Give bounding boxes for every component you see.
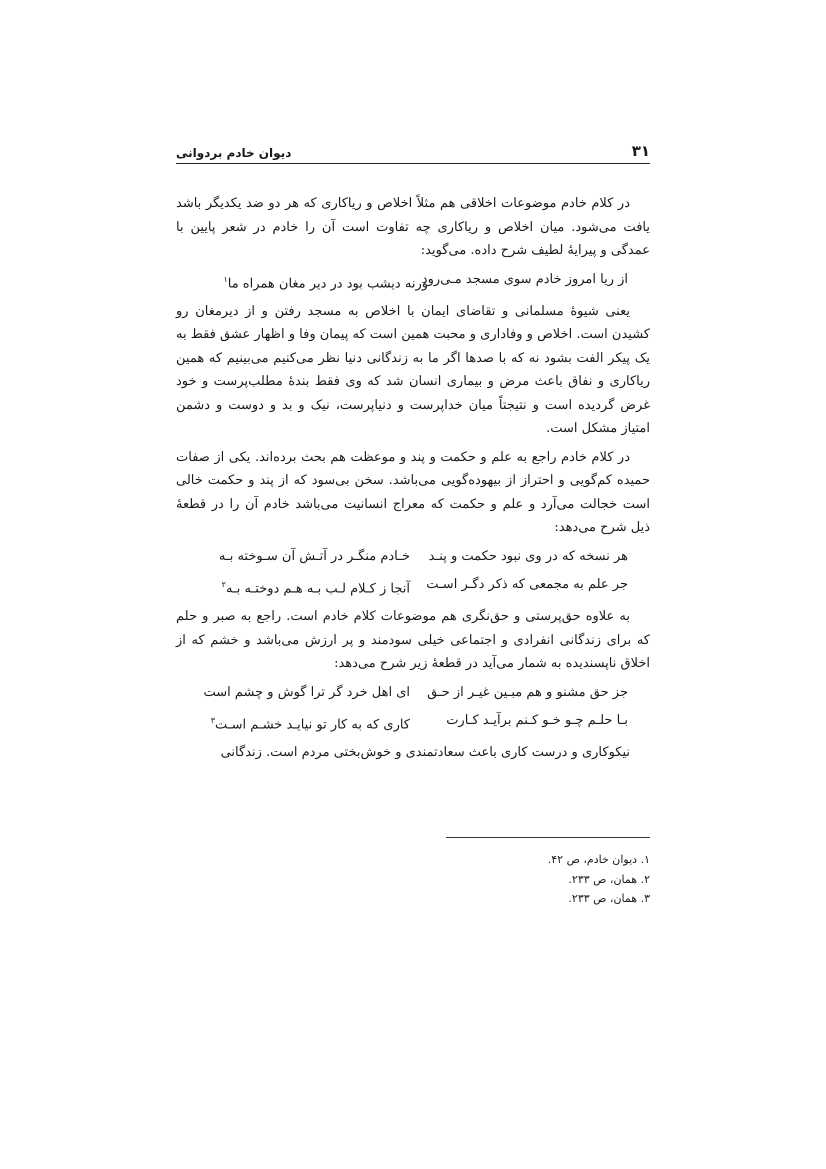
page-number: ۳۱ xyxy=(631,142,650,160)
verse-1-hemistich-a: از ریا امروز خادم سوی مسجد مـی‌رود xyxy=(421,271,628,287)
verse-2 xyxy=(176,545,650,569)
footnote-2: ۲. همان، ص ۲۳۳. xyxy=(568,872,650,886)
verse-5-hemistich-a: بـا حلـم چـو خـو کـنم برآیـد کـارت xyxy=(446,712,628,728)
verse-2-hemistich-a: هر نسخه که در وی نبود حکمت و پنـد xyxy=(428,548,628,564)
verse-3 xyxy=(176,573,650,601)
paragraph-2: یعنی شیوهٔ مسلمانی و تقاضای ایمان با اخلاص به مسجد رفتن و از دیرمغان رو کشیدن است. اخلاص و وفاداری و محبت همین است که پیمان وفا و اظهار عشق فقط به یک پیکر الفت بشود نه که با صدها اگر ما به زندگانی دنیا نظر می‌کنیم می‌بینیم که همین ریاکاری و نفاق باعث مرض و بیماری انسان شد که وی فقط بندهٔ مطلب‌پرست و خود غرض گردیده است و نتیجتاً میان خداپرست و دنیاپرست، نیک و بد و دوست و دشمن امتیاز مشکل است. xyxy=(176,303,650,437)
running-title: دیوان خادم بردوانی xyxy=(176,146,292,160)
verse-3-hemistich-b xyxy=(222,573,410,601)
verse-4 xyxy=(176,681,650,705)
footnote-ref-3[interactable]: ۳ xyxy=(210,715,216,725)
paragraph-5: نیکوکاری و درست کاری باعث سعادتمندی و خوش‌بختی مردم است. زندگانی xyxy=(220,744,630,760)
footnote-ref-1[interactable]: ۱ xyxy=(223,274,228,284)
paragraph-3: در کلام خادم راجع به علم و حکمت و پند و موعظت هم بحث برده‌اند. یکی از صفات حمیده کم‌گویی و احتراز از بیهوده‌گویی می‌باشد. سخن بی‌سود که از پند و حکمت خالی است خجالت می‌آرد و علم و حکمت که معراج انسانیت می‌باشد خادم آن را در قطعهٔ ذیل شرح می‌دهد: xyxy=(176,449,650,536)
footnote-divider xyxy=(446,837,650,838)
verse-1-hemistich-b-text: ورنه دیشب بود در دیر مغان همراه ما xyxy=(227,275,428,291)
verse-2-hemistich-b: خـادم منگـر در آتـش آن سـوخته بـه xyxy=(218,548,410,564)
running-header xyxy=(176,140,650,164)
verse-5-hemistich-b-text: کاری که به کار تو نیایـد خشـم اسـت xyxy=(215,716,410,732)
verse-1-hemistich-b xyxy=(223,268,428,296)
verse-4-hemistich-b: ای اهل خرد گر ترا گوش و چشم است xyxy=(203,684,410,700)
footnote-1: ۱. دیوان خادم، ص ۴۲. xyxy=(547,853,650,866)
verse-4-hemistich-a: جز حق مشنو و هم مبـین غیـر از حـق xyxy=(427,684,628,700)
footnote-3: ۳. همان، ص ۲۳۳. xyxy=(568,892,650,905)
verse-1 xyxy=(176,268,650,296)
paragraph-4: به علاوه حق‌پرستی و حق‌نگری هم موضوعات کلام خادم است. راجع به صبر و حلم که برای زندگانی انفرادی و اجتماعی خیلی سودمند و پر ارزش می‌باشد و خشم که از اخلاق ناپسندیده به شمار می‌آید در قطعهٔ زیر شرح می‌دهد: xyxy=(176,609,650,672)
verse-3-hemistich-a: جر علم به مجمعی که ذکر دگـر اسـت xyxy=(426,576,628,592)
book-page xyxy=(176,140,650,769)
verse-5 xyxy=(176,709,650,737)
footnote-ref-2[interactable]: ۲ xyxy=(221,579,226,589)
footnotes xyxy=(548,850,650,909)
paragraph-1: در کلام خادم موضوعات اخلاقی هم مثلاً اخلاص و ریاکاری که هر دو ضد یکدیگر باشد یافت می‌شود. میان اخلاص و ریاکاری چه تفاوت است آن را خادم در شعر پایین با عمدگی و پیرایهٔ لطیف شرح داده. می‌گوید: xyxy=(176,196,650,258)
verse-3-hemistich-b-text: آنجا ز کـلام لـب بـه هـم دوختـه بـه xyxy=(225,581,410,597)
page-body xyxy=(176,192,650,764)
verse-5-hemistich-b xyxy=(211,709,410,737)
